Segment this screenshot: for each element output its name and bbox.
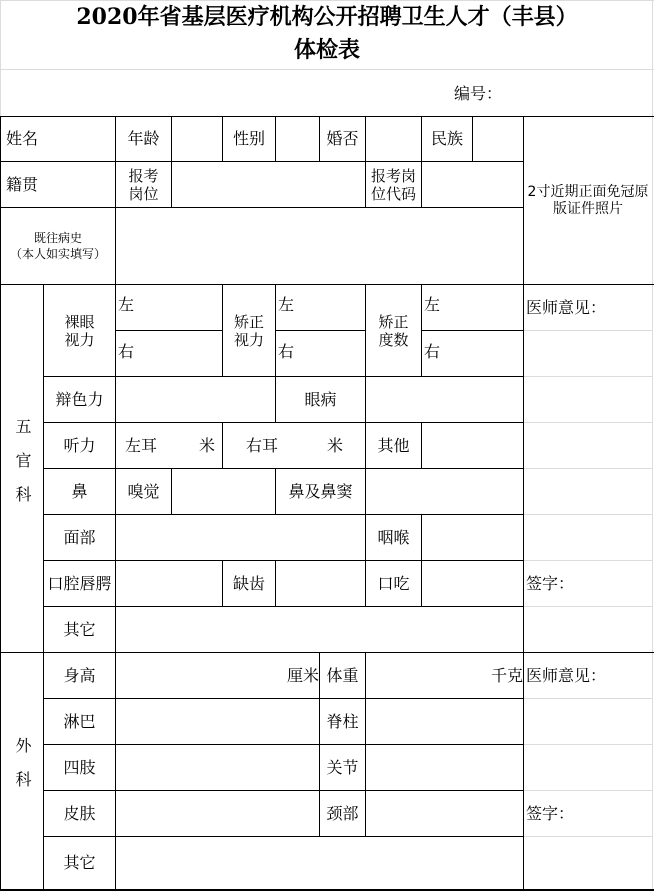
corrected-vision-left-label: 左: [278, 295, 295, 314]
ent-doctor-opinion-label: 医师意见：: [526, 297, 607, 317]
throat-label: 咽喉: [377, 527, 410, 547]
smell-label: 嗅觉: [127, 481, 160, 501]
ent-other-field[interactable]: [422, 423, 523, 468]
eye-disease-label: 眼病: [304, 389, 337, 409]
naked-vision-label: 裸眼视力: [64, 312, 95, 349]
weight-label: 体重: [326, 665, 359, 685]
ent-other2-label: 其它: [63, 619, 96, 639]
neck-label: 颈部: [326, 803, 359, 823]
weight-unit: 千克: [490, 665, 523, 685]
photo-placeholder[interactable]: 2寸近期正面免冠原版证件照片: [527, 183, 649, 217]
throat-field[interactable]: [422, 515, 523, 560]
stutter-field[interactable]: [422, 561, 523, 606]
age-field[interactable]: [172, 117, 222, 161]
smell-field[interactable]: [172, 469, 275, 514]
right-ear-label: 右耳: [246, 435, 279, 455]
mouth-field[interactable]: [116, 561, 222, 606]
joints-label: 关节: [326, 757, 359, 777]
ent-signature-label: 签字：: [526, 573, 575, 593]
history-field[interactable]: [116, 208, 523, 284]
ethnicity-field[interactable]: [473, 117, 523, 161]
position-code-label: 报考岗位代码: [370, 166, 416, 203]
nose-label: 鼻: [71, 481, 88, 501]
missing-teeth-field[interactable]: [276, 561, 365, 606]
name-field[interactable]: [44, 117, 115, 161]
hearing-label: 听力: [63, 435, 96, 455]
corrected-vision-right-label: 右: [278, 342, 295, 361]
ent-doctor-opinion-field[interactable]: [524, 331, 652, 560]
joints-field[interactable]: [366, 745, 523, 790]
height-unit: 厘米: [286, 665, 319, 685]
surgery-signature-label: 签字：: [526, 803, 575, 823]
ent-section-label: 五官科: [13, 417, 32, 520]
ethnicity-label: 民族: [430, 129, 463, 148]
height-label: 身高: [63, 665, 96, 685]
name-label: 姓名: [5, 129, 38, 148]
face-field[interactable]: [116, 515, 365, 560]
native-place-field[interactable]: [44, 162, 115, 207]
neck-field[interactable]: [366, 791, 523, 836]
eye-disease-field[interactable]: [366, 377, 523, 422]
serial-number-label: 编号：: [454, 84, 503, 103]
face-label: 面部: [63, 527, 96, 547]
table-border: [421, 330, 523, 331]
color-vision-label: 辩色力: [55, 389, 104, 409]
nose-sinus-label: 鼻及鼻窦: [288, 481, 353, 501]
table-border: [115, 330, 222, 331]
table-border: [222, 422, 223, 468]
gender-field[interactable]: [276, 117, 319, 161]
limbs-label: 四肢: [63, 757, 96, 777]
height-field[interactable]: [116, 653, 284, 698]
form-subtitle: 体检表: [293, 37, 360, 64]
gridline: [652, 0, 653, 891]
ent-other2-field[interactable]: [116, 607, 523, 652]
marital-field[interactable]: [366, 117, 421, 161]
history-note: （本人如实填写）: [9, 247, 106, 261]
spine-field[interactable]: [366, 699, 523, 744]
position-code-field[interactable]: [422, 162, 523, 207]
correction-degree-right-label: 右: [424, 342, 441, 361]
skin-field[interactable]: [116, 791, 319, 836]
left-ear-label: 左耳: [125, 435, 158, 455]
ent-other-label: 其他: [377, 435, 410, 455]
nose-sinus-field[interactable]: [366, 469, 523, 514]
marital-label: 婚否: [326, 129, 359, 148]
position-field[interactable]: [172, 162, 365, 207]
naked-vision-left-label: 左: [118, 295, 135, 314]
surgery-other-field[interactable]: [116, 837, 523, 889]
surgery-section-label: 外科: [13, 737, 32, 805]
history-label: [1, 208, 115, 284]
spine-label: 脊柱: [326, 711, 359, 731]
lymph-field[interactable]: [116, 699, 319, 744]
corrected-vision-label: 矫正视力: [233, 312, 264, 349]
left-ear-unit: 米: [198, 435, 215, 455]
skin-label: 皮肤: [63, 803, 96, 823]
position-label: 报考岗位: [128, 166, 159, 203]
gridline: [0, 69, 654, 70]
right-ear-unit: 米: [326, 435, 343, 455]
surgery-other-label: 其它: [63, 853, 96, 872]
serial-number-field[interactable]: [500, 80, 650, 108]
correction-degree-left-label: 左: [424, 295, 441, 314]
color-vision-field[interactable]: [116, 377, 275, 422]
table-border: [275, 330, 365, 331]
gridline: [523, 606, 653, 607]
limbs-field[interactable]: [116, 745, 319, 790]
stutter-label: 口吃: [377, 573, 410, 593]
native-place-label: 籍贯: [5, 174, 38, 194]
history-title: 既往病史: [33, 230, 82, 245]
mouth-label: 口腔唇腭: [47, 573, 112, 593]
gender-label: 性别: [232, 129, 265, 148]
missing-teeth-label: 缺齿: [232, 573, 265, 593]
weight-field[interactable]: [366, 653, 481, 698]
surgery-doctor-opinion-label: 医师意见：: [526, 665, 607, 685]
form-title: 2020年省基层医疗机构公开招聘卫生人才（丰县）: [76, 4, 578, 31]
correction-degree-label: 矫正度数: [378, 312, 409, 349]
gridline: [0, 0, 654, 1]
age-label: 年龄: [127, 129, 160, 148]
surgery-doctor-opinion-field[interactable]: [524, 699, 652, 790]
gridline: [523, 836, 653, 837]
lymph-label: 淋巴: [63, 711, 96, 731]
naked-vision-right-label: 右: [118, 342, 135, 361]
